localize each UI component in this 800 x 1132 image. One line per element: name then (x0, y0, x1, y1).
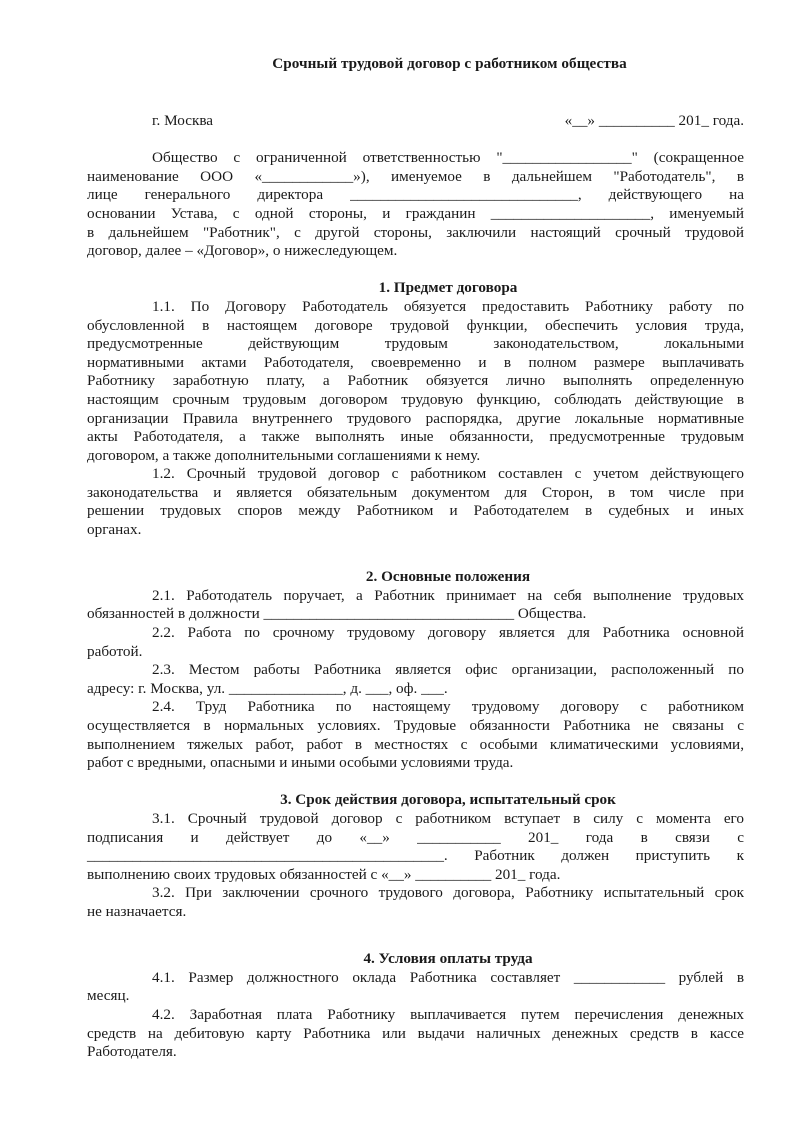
clause-line: выполнению своих трудовых обязанностей с «__» __________ 201_ года. (87, 865, 561, 883)
clause-line: настоящим срочным трудовым договором трудовую функцию, соблюдать действующие в (87, 390, 744, 408)
clause-line: работой. (87, 642, 143, 660)
city: г. Москва (152, 111, 214, 129)
clause-line: 2.1. Работодатель поручает, а Работник принимает на себя выполнение трудовых (152, 586, 744, 604)
clause-line: 3.1. Срочный трудовой договор с работником вступает в силу с момента его (152, 809, 744, 827)
clause-line: решении трудовых споров между Работником и Работодателем в судебных и иных (87, 502, 744, 520)
preamble-line: в дальнейшем "Работник", с другой стороны, заключили настоящий срочный трудовой (87, 223, 744, 241)
clause-line: нормативными актами Работодателя, своевременно и в полном размере выплачивать (87, 353, 744, 371)
preamble-line: лице генерального директора ______________________________, действующего на (87, 186, 744, 204)
section-4 (87, 950, 744, 1062)
clause-line: органах. (87, 521, 142, 539)
section-heading: 3. Срок действия договора, испытательный срок (280, 791, 616, 809)
clause-2-1 (87, 587, 744, 624)
place-date-line (87, 112, 744, 131)
contract-date: «__» __________ 201_ года. (564, 111, 744, 129)
clause-line: осуществляется в нормальных условиях. Трудовые обязанности Работника не связаны с (87, 717, 744, 734)
clause-line: предусмотренные действующим трудовым законодательством, локальными (87, 335, 744, 353)
clause-3-2 (87, 884, 744, 921)
clause-line: работ с вредными, опасными и иными особыми условиями труда. (87, 754, 514, 772)
clause-4-1 (87, 969, 744, 1006)
section-heading: 4. Условия оплаты труда (363, 950, 533, 968)
preamble-line: договор, далее – «Договор», о нижеследующем. (87, 242, 398, 260)
clause-line: Работодателя. (87, 1043, 177, 1061)
clause-1-1 (87, 298, 744, 465)
clause-line: выполнением тяжелых работ, работ в местностях с особыми климатическими условиями, (87, 735, 744, 753)
section-3 (87, 791, 744, 921)
contract-page (87, 55, 744, 1062)
clause-line: организации Правила внутреннего трудового распорядка, другие локальные нормативные (87, 409, 744, 427)
clause-line: Работнику заработную плату, а Работник обязуется лично выполнять определенную (87, 372, 744, 390)
clause-line: 2.2. Работа по срочному трудовому договору является для Работника основной (152, 624, 744, 642)
clause-line: договором, а также дополнительными соглашениями к нему. (87, 446, 481, 464)
clause-line: _______________________________________________. Работник должен приступить к (87, 847, 744, 865)
clause-line: акты Работодателя, а также выполнять иные обязанности, предусмотренные трудовым (87, 428, 744, 446)
clause-line: 3.2. При заключении срочного трудового договора, Работнику испытательный срок (152, 884, 744, 902)
preamble (87, 149, 744, 261)
clause-1-2 (87, 465, 744, 539)
preamble-line: основании Устава, с одной стороны, и гражданин _____________________, именуемый (87, 204, 744, 222)
clause-line: обязанностей в должности _________________________________ Общества. (87, 605, 587, 623)
clause-line: 4.2. Заработная плата Работнику выплачивается путем перечисления денежных (152, 1005, 744, 1023)
clause-line: подписания и действует до «__» ___________ 201_ года в связи с (87, 828, 744, 846)
clause-line: 2.4. Труд Работника по настоящему трудовому договору с работником (152, 698, 744, 716)
clause-2-4 (87, 698, 744, 772)
preamble-line: наименование ООО «____________»), именуемое в дальнейшем "Работодатель", в (87, 167, 744, 185)
clause-line: 1.2. Срочный трудовой договор с работником составлен с учетом действующего (152, 465, 744, 483)
clause-line: 4.1. Размер должностного оклада Работника составляет ____________ рублей в (152, 968, 744, 986)
clause-line: адресу: г. Москва, ул. _______________, д. ___, оф. ___. (87, 679, 448, 697)
clause-line: 1.1. По Договору Работодатель обязуется предоставить Работнику работу по (152, 297, 744, 315)
clause-2-3 (87, 661, 744, 698)
document-title: Срочный трудовой договор с работником общества (272, 55, 627, 72)
section-2 (87, 568, 744, 773)
section-heading: 2. Основные положения (365, 568, 531, 586)
section-heading: 1. Предмет договора (378, 279, 518, 297)
clause-3-1 (87, 810, 744, 884)
clause-line: 2.3. Местом работы Работника является офис организации, расположенный по (152, 661, 744, 679)
clause-line: месяц. (87, 987, 130, 1005)
clause-line: законодательства и является обязательным документом для Сторон, в том числе при (87, 483, 744, 501)
clause-line: средств на дебитовую карту Работника или выдачи наличных денежных средств в кассе (87, 1024, 744, 1042)
section-1 (87, 279, 744, 539)
clause-2-2 (87, 624, 744, 661)
clause-line: обусловленной в настоящем договоре трудовой функции, обеспечить условия труда, (87, 316, 744, 334)
preamble-line: Общество с ограниченной ответственностью "_________________" (сокращенное (152, 149, 744, 167)
clause-line: не назначается. (87, 902, 187, 920)
clause-4-2 (87, 1006, 744, 1062)
